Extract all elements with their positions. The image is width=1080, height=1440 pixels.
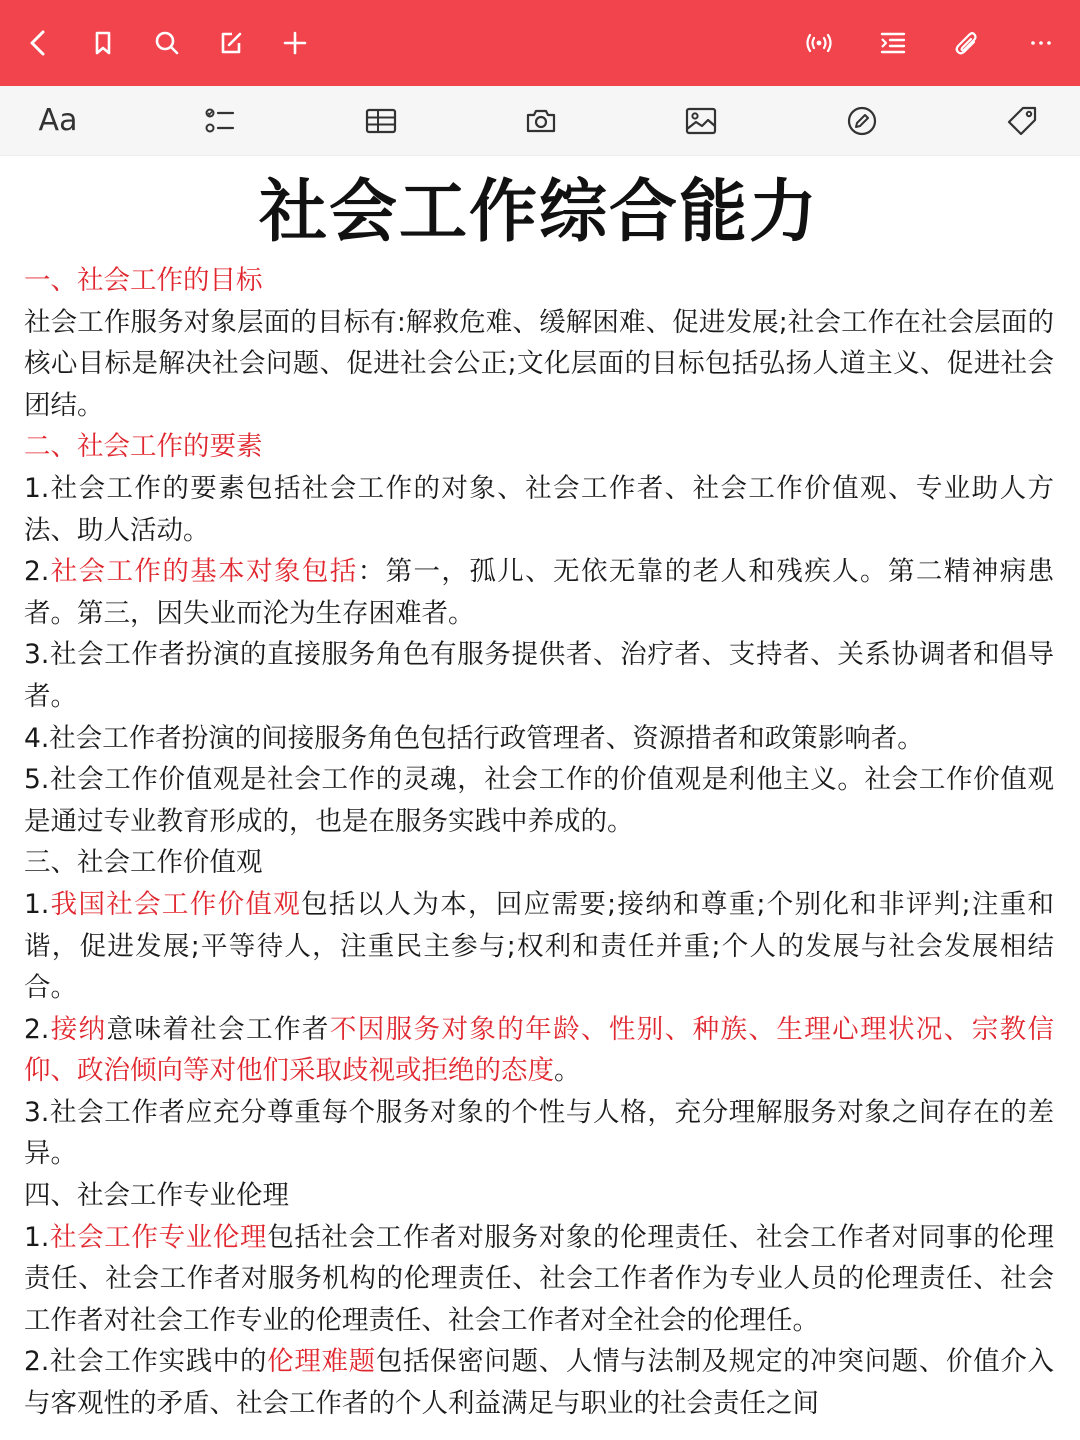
pen-icon[interactable]	[842, 101, 882, 141]
search-icon[interactable]	[150, 26, 184, 60]
highlight-text: 我国社会工作价值观	[49, 888, 302, 920]
font-style-button[interactable]: Aa	[38, 103, 78, 138]
highlight-text: 社会工作的基本对象包括	[49, 556, 358, 588]
text-run: 包括社会工作者对服务对象的伦理责任、社会工作者对同事的伦理责任、社会工作者对服务机构的伦理责任、社会工作者作为专业人员的伦理责任、社会工作者对社会工作专业的伦理责任、社会工作者对全社会的伦理任。	[24, 1221, 1055, 1336]
top-navigation-bar	[0, 0, 1080, 86]
text-run: ：第一，孤儿、无依无靠的老人和残疾人。第二精神病患者。第三，因失业而沦为生存困难者。	[24, 556, 1055, 629]
paragraph-elements-4: 4.社会工作者扮演的间接服务角色包括行政管理者、资源措者和政策影响者。	[24, 722, 924, 754]
image-icon[interactable]	[681, 101, 721, 141]
paragraph-elements-3: 3.社会工作者扮演的直接服务角色有服务提供者、治疗者、支持者、关系协调者和倡导者。	[24, 639, 1054, 712]
text-run: 2.社会工作实践中的	[24, 1346, 268, 1378]
highlight-text: 伦理难题	[267, 1346, 376, 1378]
text-run: 2.	[24, 1013, 50, 1045]
paragraph-values-1	[24, 884, 1054, 1009]
bookmark-icon[interactable]	[86, 26, 120, 60]
paragraph-values-2	[24, 1009, 1054, 1092]
camera-icon[interactable]	[521, 101, 561, 141]
editor-toolbar	[0, 86, 1080, 156]
highlight-text: 社会工作专业伦理	[49, 1221, 268, 1253]
tag-icon[interactable]	[1002, 101, 1042, 141]
plus-icon[interactable]	[278, 26, 312, 60]
section-heading-2: 二、社会工作的要素	[24, 431, 263, 463]
text-run: 包括保密问题、人情与法制及规定的冲突问题、价值介入与客观性的矛盾、社会工作者的个人利益满足与职业的社会责任之间	[24, 1346, 1054, 1420]
more-icon[interactable]	[1024, 26, 1058, 60]
paragraph-ethics-2	[24, 1341, 1054, 1424]
paragraph-elements-1: 1.社会工作的要素包括社会工作的对象、社会工作者、社会工作价值观、专业助人方法、助人活动。	[24, 472, 1054, 546]
paragraph-ethics-1	[24, 1217, 1054, 1342]
back-icon[interactable]	[22, 26, 56, 60]
highlight-text: 不因服务对象的年龄、性别、种族、生理心理状况、宗教信仰、政治倾向等对他们采取歧视或拒绝的态度	[24, 1013, 1055, 1087]
broadcast-icon[interactable]	[802, 26, 836, 60]
text-run: 。	[554, 1055, 581, 1087]
topbar-right-group	[802, 26, 1058, 60]
section-heading-4: 四、社会工作专业伦理	[24, 1180, 289, 1212]
text-run: 1.	[24, 888, 50, 920]
text-run: 包括以人为本，回应需要;接纳和尊重;个别化和非评判;注重和谐，促进发展;平等待人，注重民主参与;权利和责任并重;个人的发展与社会发展相结合。	[24, 888, 1054, 1004]
paragraph-elements-2	[24, 551, 1054, 634]
text-run: 意味着社会工作者	[106, 1013, 330, 1045]
table-icon[interactable]	[361, 101, 401, 141]
paragraph-goals: 社会工作服务对象层面的目标有:解救危难、缓解困难、促进发展;社会工作在社会层面的核心目标是解决社会问题、促进社会公正;文化层面的目标包括弘扬人道主义、促进社会团结。	[24, 306, 1054, 421]
indent-icon[interactable]	[876, 26, 910, 60]
text-run: 2.	[24, 556, 50, 588]
document-title: 社会工作综合能力	[258, 173, 819, 252]
paragraph-values-3: 3.社会工作者应充分尊重每个服务对象的个性与人格，充分理解服务对象之间存在的差异。	[24, 1096, 1054, 1170]
text-run: 1.	[24, 1221, 50, 1253]
checklist-icon[interactable]	[200, 101, 240, 141]
section-heading-1: 一、社会工作的目标	[24, 265, 263, 296]
attachment-icon[interactable]	[950, 26, 984, 60]
topbar-left-group	[22, 26, 312, 60]
edit-icon[interactable]	[214, 26, 248, 60]
highlight-text: 接纳	[49, 1013, 107, 1045]
paragraph-elements-5: 5.社会工作价值观是社会工作的灵魂，社会工作的价值观是利他主义。社会工作价值观是通过专业教育形成的，也是在服务实践中养成的。	[24, 764, 1054, 837]
section-heading-3: 三、社会工作价值观	[24, 847, 263, 879]
document-body[interactable]	[0, 168, 1080, 1425]
